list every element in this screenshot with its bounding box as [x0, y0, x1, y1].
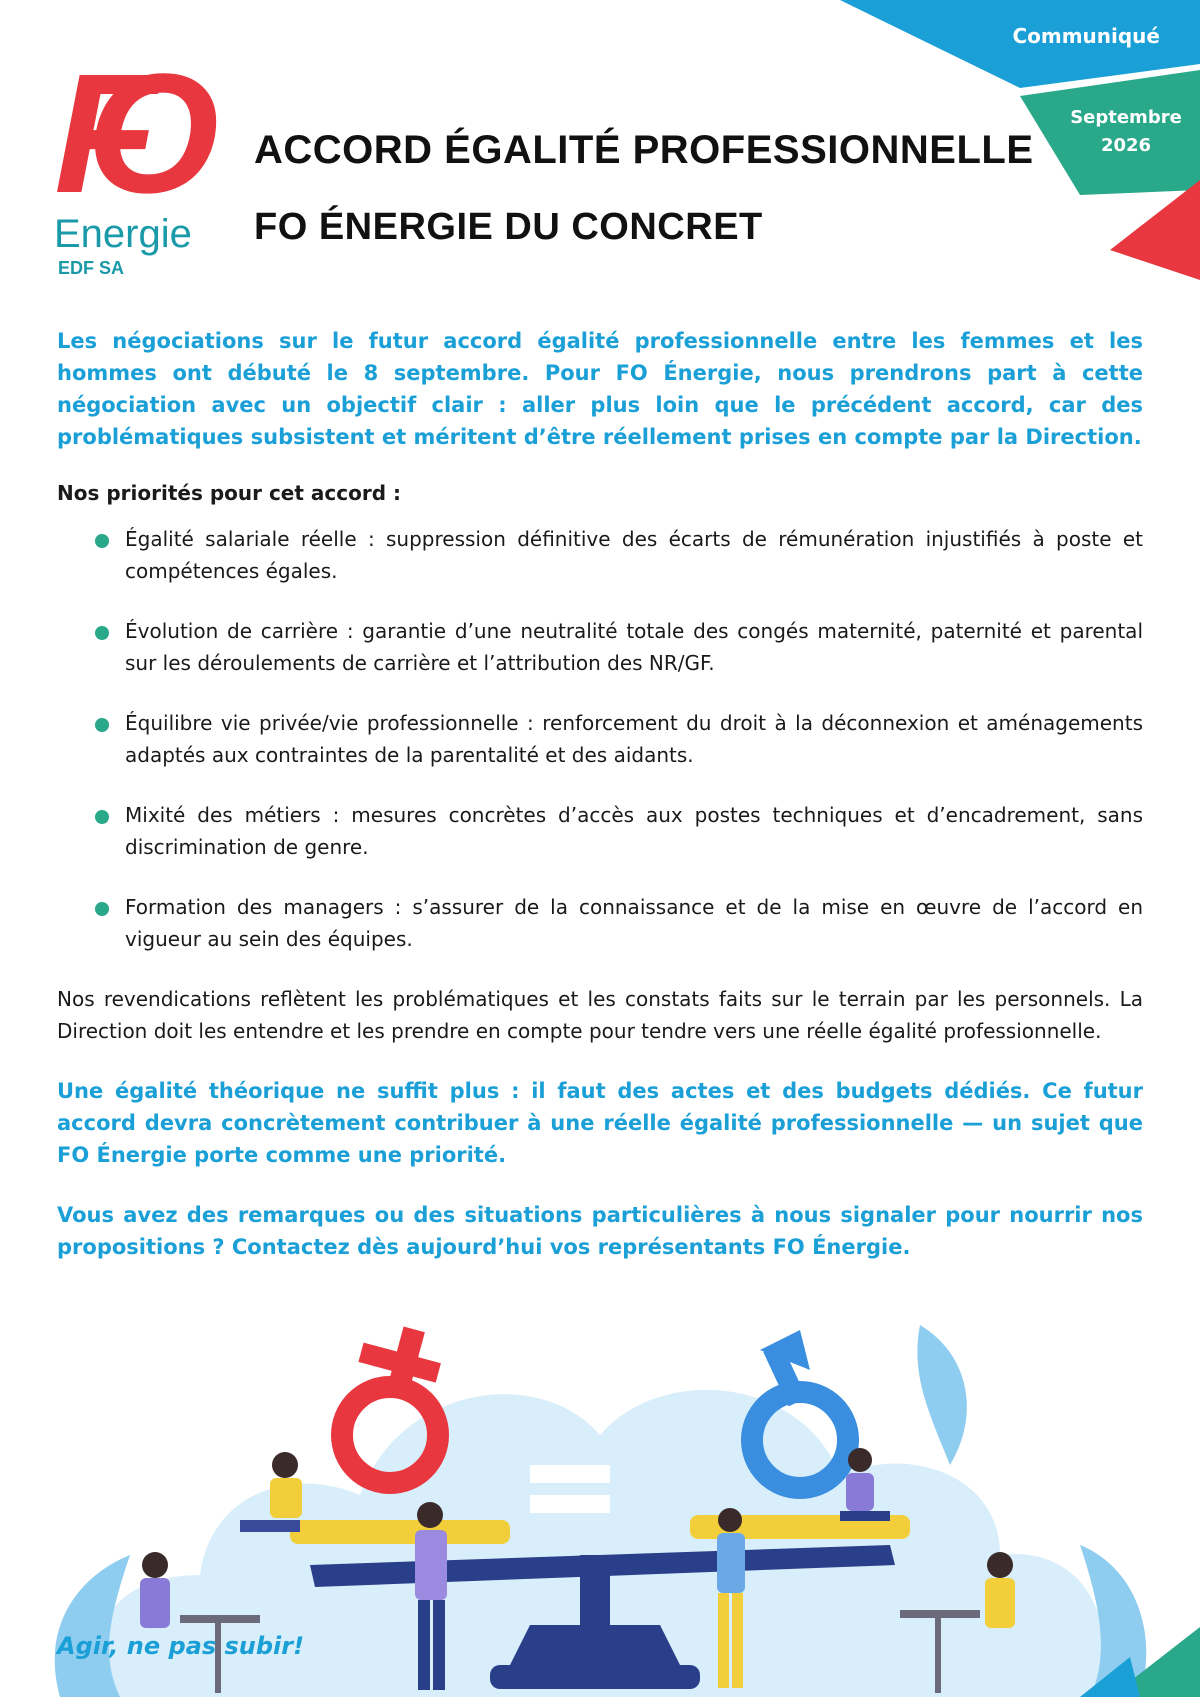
list-item: Égalité salariale réelle : suppression définitive des écarts de rémunération injustifiés à poste et compétences égales. [95, 523, 1143, 587]
body-paragraph: Nos revendications reflètent les problématiques et les constats faits sur le terrain par les personnels. La Direction doit les entendre et les prendre en compte pour tendre vers une réelle égalité professionnelle. [57, 987, 1143, 1043]
fo-energie-logo [54, 52, 234, 292]
highlight-paragraph: Une égalité théorique ne suffit plus : il faut des actes et des budgets dédiés. Ce futur accord devra concrètement contribuer à une réelle égalité professionnelle — un sujet que FO Énergie porte comme une priorité. [57, 1079, 1143, 1167]
logo-edf-text: EDF SA [58, 258, 125, 278]
page-title: ACCORD ÉGALITÉ PROFESSIONNELLE [254, 128, 1034, 172]
lead-paragraph: Les négociations sur le futur accord égalité professionnelle entre les femmes et les hommes ont débuté le 8 septembre. Pour FO Énergie, nous prendrons part à cette négociation avec un objectif clair : aller plus loin que le précédent accord, car des problématiques subsistent et méritent d’être réellement prises en compte par la Direction. [57, 329, 1143, 449]
contact-paragraph: Vous avez des remarques ou des situations particulières à nous signaler pour nourrir nos propositions ? Contactez dès aujourd’hui vos représentants FO Énergie. [57, 1203, 1143, 1259]
fo-logo-text: FO [54, 52, 219, 212]
list-item: Formation des managers : s’assurer de la connaissance et de la mise en œuvre de l’accord en vigueur au sein des équipes. [95, 891, 1143, 955]
priorities-list [57, 523, 1143, 955]
date-tag [1066, 104, 1186, 160]
list-item: Mixité des métiers : mesures concrètes d’accès aux postes techniques et d’encadrement, sans discrimination de genre. [95, 799, 1143, 863]
list-item: Équilibre vie privée/vie professionnelle : renforcement du droit à la déconnexion et aménagements adaptés aux contraintes de la parentalité et des aidants. [95, 707, 1143, 771]
list-item: Évolution de carrière : garantie d’une neutralité totale des congés maternité, paternité et parental sur les déroulements de carrière et l’attribution des NR/GF. [95, 615, 1143, 679]
communique-tag: Communiqué [1012, 24, 1160, 48]
date-month: Septembre [1070, 107, 1182, 128]
fo-logo-mark [54, 52, 224, 212]
bottom-corner-decoration [1070, 1587, 1200, 1697]
logo-energie-text: Energie [54, 212, 192, 256]
date-year: 2026 [1100, 135, 1152, 156]
main-content [57, 325, 1143, 1291]
priorities-heading: Nos priorités pour cet accord : [57, 481, 401, 505]
page-subtitle: FO ÉNERGIE DU CONCRET [254, 206, 763, 248]
slogan: Agir, ne pas subir! [57, 1632, 305, 1660]
